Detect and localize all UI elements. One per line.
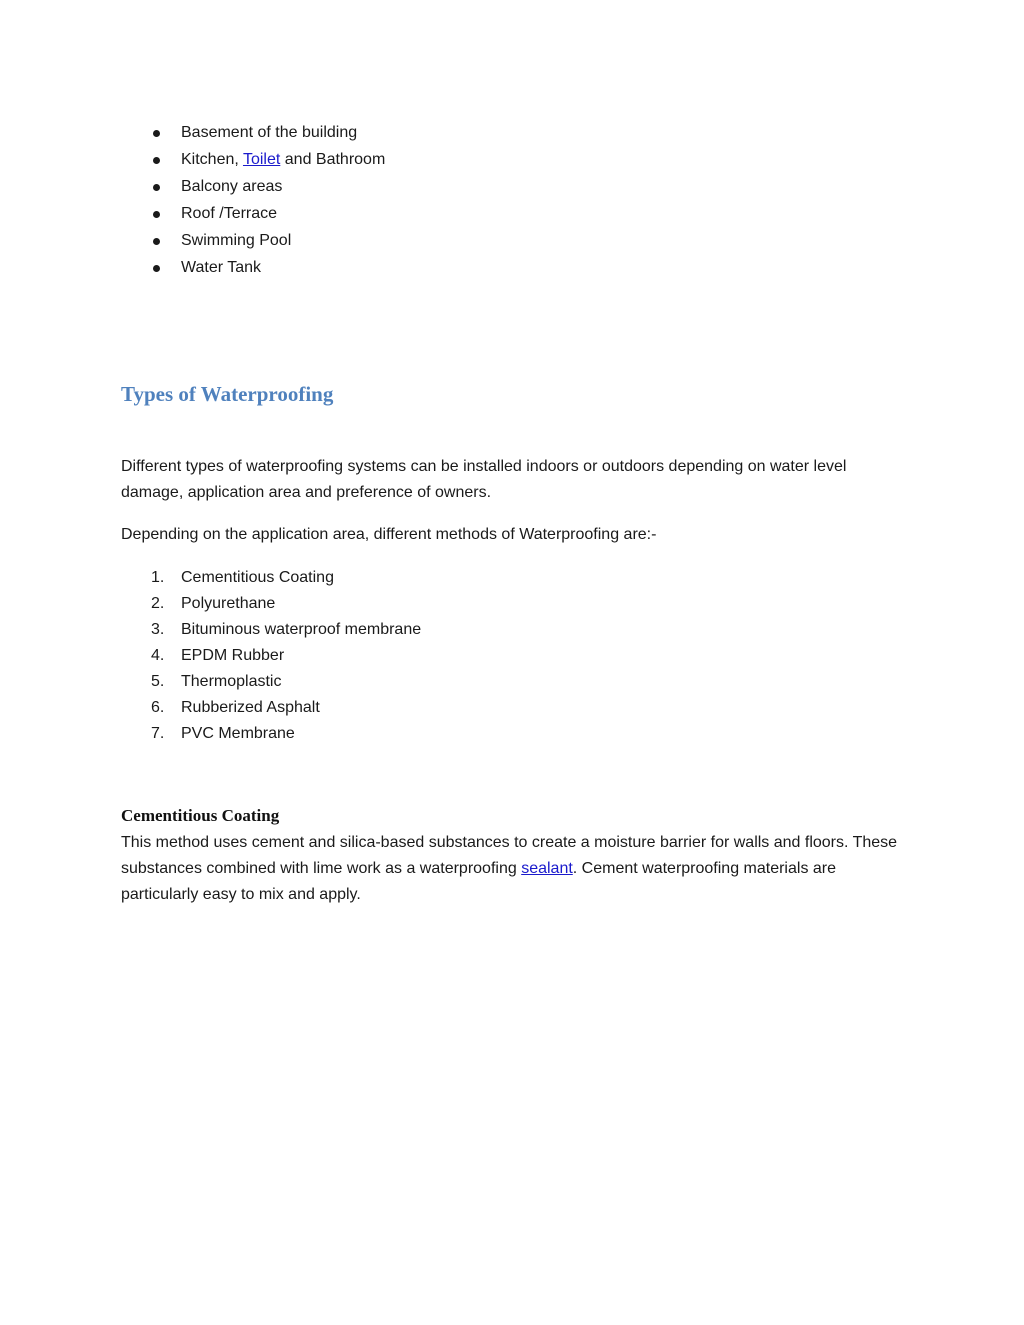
bullet-icon <box>153 265 160 272</box>
list-item-text-after: and Bathroom <box>280 151 386 168</box>
list-number: 3. <box>151 621 165 638</box>
bullet-icon <box>153 130 160 137</box>
list-number: 7. <box>151 725 165 742</box>
intro-paragraph: Different types of waterproofing systems can be installed indoors or outdoors depending on water level damage, application area and preference of owners. <box>121 458 847 501</box>
list-item-text: Polyurethane <box>181 595 276 612</box>
list-item <box>121 228 901 255</box>
list-number: 2. <box>151 595 165 612</box>
subsection-heading: Cementitious Coating <box>121 806 280 825</box>
list-number: 6. <box>151 699 165 716</box>
paragraph-text-before: This method uses cement and silica-based substances to create a moisture barrier for walls and floors. These substances combined with lime work as a waterproofing <box>121 834 898 877</box>
bullet-list <box>121 120 901 282</box>
sealant-link[interactable]: sealant <box>521 860 573 877</box>
list-item-text: PVC Membrane <box>181 725 295 742</box>
list-item <box>121 120 901 147</box>
toilet-link[interactable]: Toilet <box>242 151 281 168</box>
list-item-text: Thermoplastic <box>181 673 282 690</box>
methods-lead-paragraph: Depending on the application area, different methods of Waterproofing are:- <box>121 526 657 543</box>
bullet-icon <box>153 211 160 218</box>
list-item-text: Balcony areas <box>181 178 283 195</box>
list-item-text: Bituminous waterproof membrane <box>181 621 422 638</box>
paragraph-text-after: . Cement waterproofing materials are particularly easy to mix and apply. <box>121 860 837 903</box>
list-item-text-before: Kitchen, <box>181 151 243 168</box>
list-item <box>121 695 901 721</box>
list-number: 5. <box>151 673 165 690</box>
list-item-text: Rubberized Asphalt <box>181 699 320 716</box>
cementitious-paragraph <box>121 830 911 908</box>
list-item <box>121 643 901 669</box>
list-item <box>121 617 901 643</box>
list-item <box>121 174 901 201</box>
bullet-icon <box>153 184 160 191</box>
list-item <box>121 201 901 228</box>
list-number: 1. <box>151 569 165 586</box>
bullet-icon <box>153 238 160 245</box>
methods-list <box>121 565 901 747</box>
list-item-text: Water Tank <box>181 259 262 276</box>
list-item <box>121 591 901 617</box>
list-item-text: Cementitious Coating <box>181 569 334 586</box>
bullet-icon <box>153 157 160 164</box>
section-heading: Types of Waterproofing <box>121 382 334 406</box>
list-item <box>121 721 901 747</box>
list-item <box>121 255 901 282</box>
list-item-text: EPDM Rubber <box>181 647 285 664</box>
list-item-text: Roof /Terrace <box>181 205 278 222</box>
list-item-text: Basement of the building <box>181 124 358 141</box>
list-number: 4. <box>151 647 165 664</box>
list-item <box>121 669 901 695</box>
list-item <box>121 565 901 591</box>
list-item-text: Swimming Pool <box>181 232 292 249</box>
list-item <box>121 147 901 174</box>
